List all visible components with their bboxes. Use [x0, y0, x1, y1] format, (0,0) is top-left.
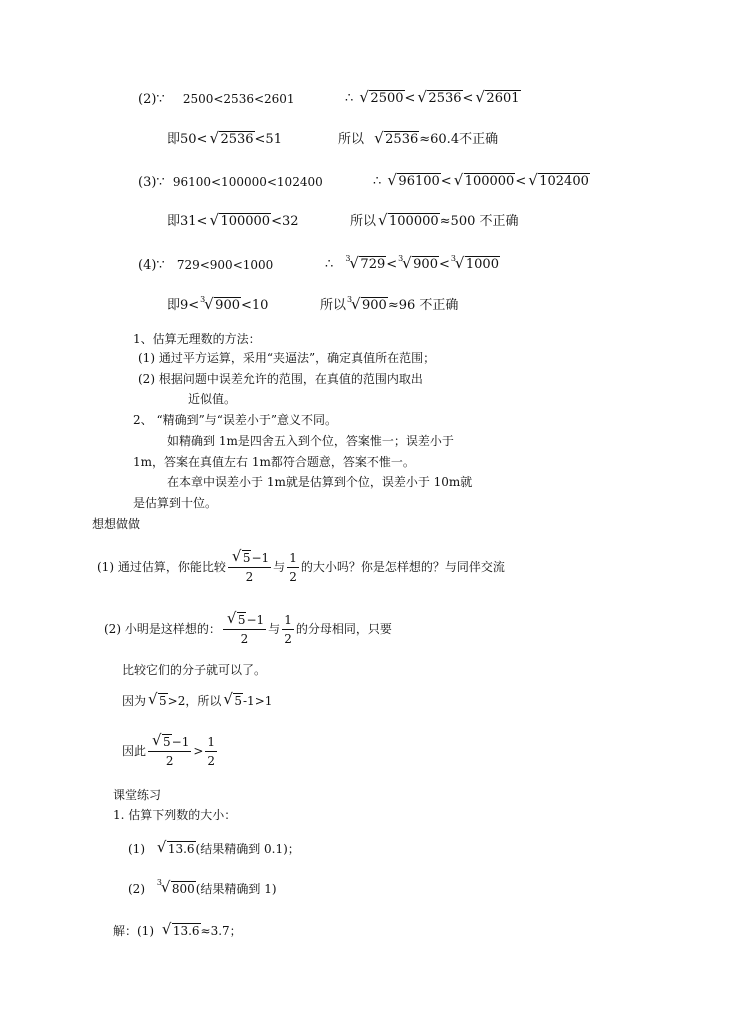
sqrt-expression: √ 5 — [226, 608, 246, 627]
case-4-bound: 即9< 3 √ 900<10 — [167, 295, 269, 313]
radical-sign-icon: √ — [209, 211, 219, 229]
case-4-label: (4)∵ — [138, 258, 165, 273]
because-line: 因为 √ 5>2，所以 √ 5-1>1 — [122, 690, 273, 708]
therefore-symbol: ∴ — [345, 91, 354, 106]
section-heading-practice: 课堂练习 — [113, 788, 162, 802]
case-4-cbrt-chain: ∴ 3 √ 729< 3 √ 900< 3 √ 1000 — [325, 254, 499, 272]
method-item-1: (1) 通过平方运算，采用“夹逼法”，确定真值所在范围； — [138, 351, 436, 365]
cube-root-expression: 3 √ 729 — [345, 254, 386, 272]
case-3-conclusion: 所以 √ 100000≈500 不正确 — [350, 211, 519, 229]
case-4-inequality: 729<900<1000 — [176, 258, 274, 272]
radical-sign-icon: √ — [204, 295, 214, 313]
radical-sign-icon: √ — [359, 88, 369, 106]
cube-root-expression: 3 √ 900 — [398, 254, 438, 272]
sqrt-expression: √ 5 — [231, 546, 251, 565]
case-2-line — [138, 90, 295, 109]
point-2-title: 2、 “精确到”与“误差小于”意义不同。 — [133, 413, 337, 427]
fraction-sqrt5-minus-1-over-2: √ 5−1 2 — [228, 549, 271, 586]
sqrt-expression: √ 2536 — [417, 88, 462, 106]
radical-sign-icon: √ — [453, 171, 464, 189]
radical-sign-icon: √ — [148, 690, 158, 708]
radical-sign-icon: √ — [223, 690, 233, 708]
sqrt-expression: √ 5 — [148, 690, 167, 708]
radical-sign-icon: √ — [351, 295, 361, 313]
sqrt-expression: √ 100000 — [209, 211, 271, 229]
case-3-bound: 即31< √ 100000<32 — [167, 211, 299, 229]
sqrt-expression: √ 100000 — [378, 211, 439, 229]
radical-sign-icon: √ — [402, 254, 412, 272]
sqrt-expression: √ 5 — [223, 690, 242, 708]
radical-sign-icon: √ — [231, 546, 242, 565]
case-3-inequality: 96100<100000<102400 — [172, 175, 323, 189]
cube-root-expression: 3 √ 800 — [156, 878, 195, 896]
sqrt-expression: √ 13.6 — [161, 920, 200, 938]
cube-root-expression: 3 √ 900 — [347, 295, 387, 313]
practice-question-1: 1. 估算下列数的大小： — [113, 808, 237, 822]
case-2-sqrt-chain: ∴ √ 2500< √ 2536< √ 2601 — [345, 88, 520, 106]
method-item-2-continued: 近似值。 — [188, 392, 237, 406]
section-heading-think: 想想做做 — [92, 517, 141, 531]
radical-sign-icon: √ — [349, 254, 359, 272]
radical-sign-icon: √ — [209, 129, 219, 147]
radical-sign-icon: √ — [387, 171, 397, 189]
think-question-2: (2) 小明是这样想的： √ 5−1 2 与 $\frac{1}{2}$ 的分母相同，只要 — [104, 608, 392, 646]
radical-sign-icon: √ — [528, 171, 538, 189]
radical-sign-icon: √ — [152, 730, 162, 749]
radical-sign-icon: √ — [378, 211, 388, 229]
think-question-2-continued: 比较它们的分子就可以了。 — [122, 663, 267, 677]
fraction-one-half: $\frac{1}{2}$ — [289, 550, 297, 584]
point-2-line-3: 在本章中误差小于 1m就是估算到个位，误差小于 10m就 — [167, 475, 473, 489]
case-3-label: (3)∵ — [138, 175, 165, 190]
cube-root-expression: 3 √ 900 — [200, 295, 240, 313]
fraction-sqrt5-minus-1-over-2: √ 5−1 2 — [148, 733, 191, 770]
radical-sign-icon: √ — [417, 88, 427, 106]
radical-sign-icon: √ — [475, 88, 485, 106]
radical-sign-icon: √ — [161, 920, 172, 938]
method-title: 1、估算无理数的方法： — [133, 332, 261, 346]
radical-sign-icon: √ — [156, 838, 167, 856]
sqrt-expression: √ 96100 — [387, 171, 440, 189]
point-2-line-2: 1m，答案在真值左右 1m都符合题意，答案不惟一。 — [133, 455, 415, 469]
case-3-line — [138, 173, 323, 192]
radical-sign-icon: √ — [374, 129, 384, 147]
case-2-bound: 即50< √ 2536<51 — [167, 129, 282, 147]
case-4-conclusion: 所以 3 √ 900≈96 不正确 — [320, 295, 459, 313]
radical-sign-icon: √ — [226, 608, 237, 627]
therefore-line: 因此 √ 5−1 2 > $\frac{1}{2}$ — [122, 730, 216, 768]
practice-item-a: (1) √ 13.6(结果精确到 0.1)； — [128, 838, 300, 856]
case-4-line — [138, 256, 273, 275]
sqrt-expression: √ 2536 — [374, 129, 419, 147]
sqrt-expression: √ 102400 — [528, 171, 589, 189]
radical-sign-icon: √ — [160, 878, 171, 896]
point-2-line-4: 是估算到十位。 — [133, 496, 218, 510]
sqrt-expression: √ 2536 — [209, 129, 254, 147]
case-3-sqrt-chain: ∴ √ 96100< √ 100000< √ 102400 — [373, 171, 589, 189]
think-question-1: (1) 通过估算，你能比较 √ 5−1 2 与 $\frac{1}{2}$ 的大小吗？你是怎样想的？与同伴交流 — [97, 546, 505, 584]
case-2-conclusion: 所以 √ 2536≈60.4不正确 — [338, 129, 499, 147]
fraction-one-half: $\frac{1}{2}$ — [207, 734, 216, 768]
method-item-2: (2) 根据问题中误差允许的范围，在真值的范围内取出 — [138, 372, 423, 386]
sqrt-expression: √ 2500 — [359, 88, 404, 106]
sqrt-expression: √ 2601 — [475, 88, 520, 106]
fraction-one-half: $\frac{1}{2}$ — [284, 612, 292, 646]
point-2-line-1: 如精确到 1m是四舍五入到个位，答案惟一；误差小于 — [167, 434, 454, 448]
cube-root-expression: 3 √ 1000 — [450, 254, 499, 272]
sqrt-expression: √ 100000 — [453, 171, 515, 189]
fraction-sqrt5-minus-1-over-2: √ 5−1 2 — [223, 611, 266, 648]
sqrt-expression: √ 13.6 — [156, 838, 195, 856]
radical-sign-icon: √ — [454, 254, 465, 272]
case-2-label: (2)∵ — [138, 92, 165, 107]
solution-line: 解：(1) √ 13.6≈3.7； — [113, 920, 242, 938]
practice-item-b: (2) 3 √ 800(结果精确到 1) — [128, 878, 277, 896]
sqrt-expression: √ 5 — [152, 730, 171, 749]
case-2-inequality: 2500<2536<2601 — [182, 92, 295, 106]
